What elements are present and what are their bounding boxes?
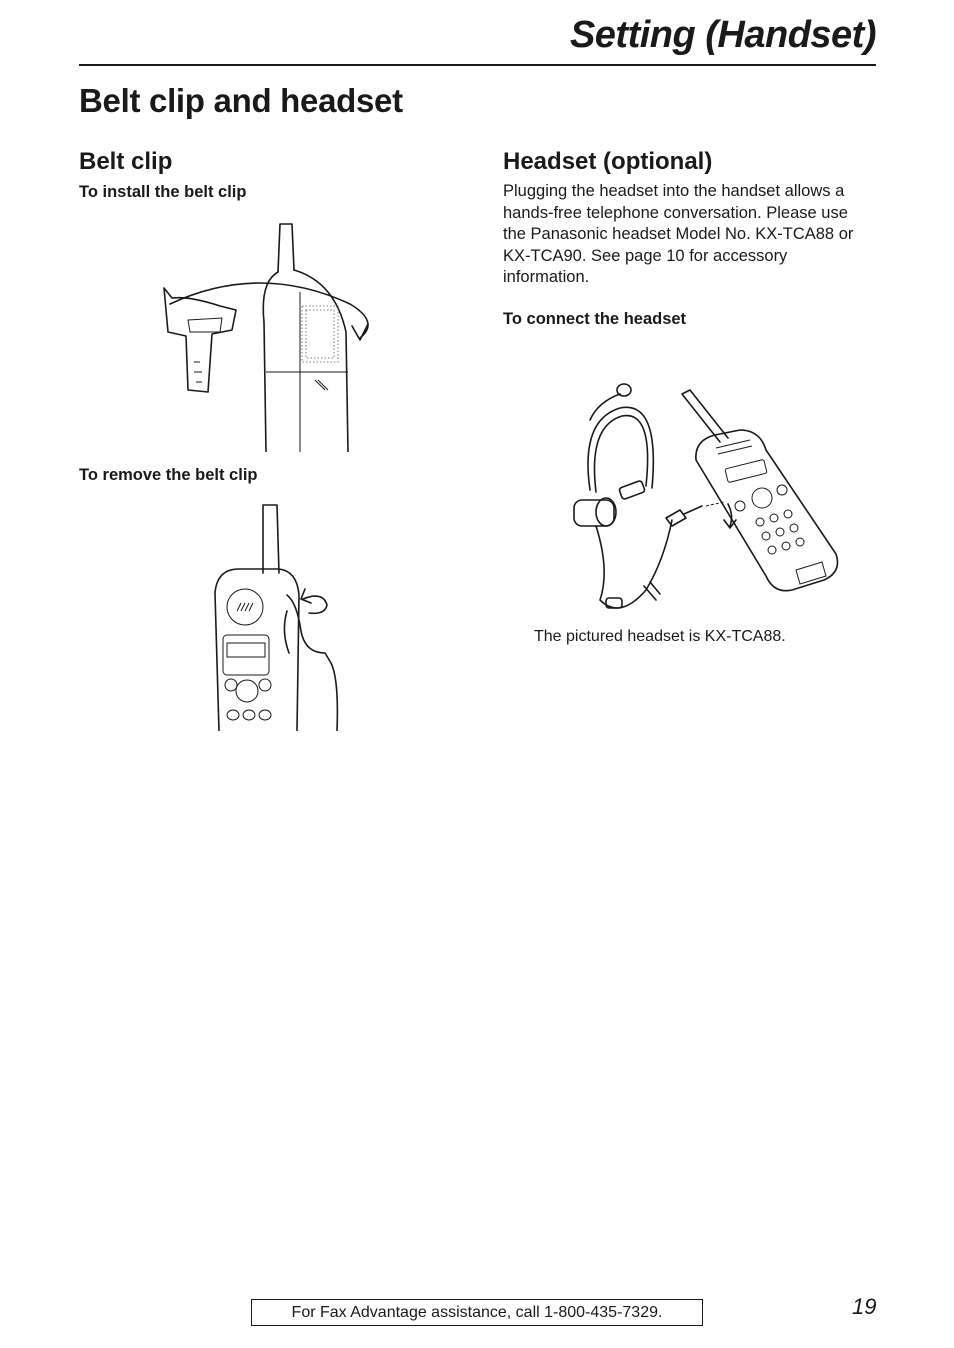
headset-heading: Headset (optional) <box>503 148 713 175</box>
connect-headset-label: To connect the headset <box>503 310 687 328</box>
belt-clip-install-illustration <box>150 222 380 452</box>
description-line: the Panasonic headset Model No. KX-TCA88 or <box>503 225 854 243</box>
remove-belt-clip-label: To remove the belt clip <box>79 466 258 484</box>
section-title: Setting (Handset) <box>569 14 876 56</box>
header-divider <box>79 64 876 66</box>
speaker-grille-icon <box>302 306 338 362</box>
description-line: hands-free telephone conversation. Please use <box>503 203 848 222</box>
assistance-note: For Fax Advantage assistance, call 1-800-435-7329. <box>251 1299 703 1326</box>
belt-clip-heading: Belt clip <box>79 148 173 175</box>
release-arrow-icon <box>301 589 327 613</box>
install-belt-clip-label: To install the belt clip <box>79 183 247 201</box>
belt-clip-remove-illustration <box>205 503 350 731</box>
headset-description <box>503 181 883 289</box>
earpiece-icon <box>227 589 263 625</box>
page-title: Belt clip and headset <box>79 82 403 119</box>
page-number: 19 <box>852 1294 877 1319</box>
rotation-arrow-icon <box>170 283 368 340</box>
description-line: KX-TCA90. See page 10 for accessory <box>503 246 788 265</box>
headset-connection-illustration <box>560 380 845 625</box>
description-line: Plugging the headset into the handset allows a <box>503 182 845 200</box>
headset-caption: The pictured headset is KX-TCA88. <box>534 628 786 645</box>
description-line: information. <box>503 268 590 286</box>
handset-icon <box>682 390 838 591</box>
